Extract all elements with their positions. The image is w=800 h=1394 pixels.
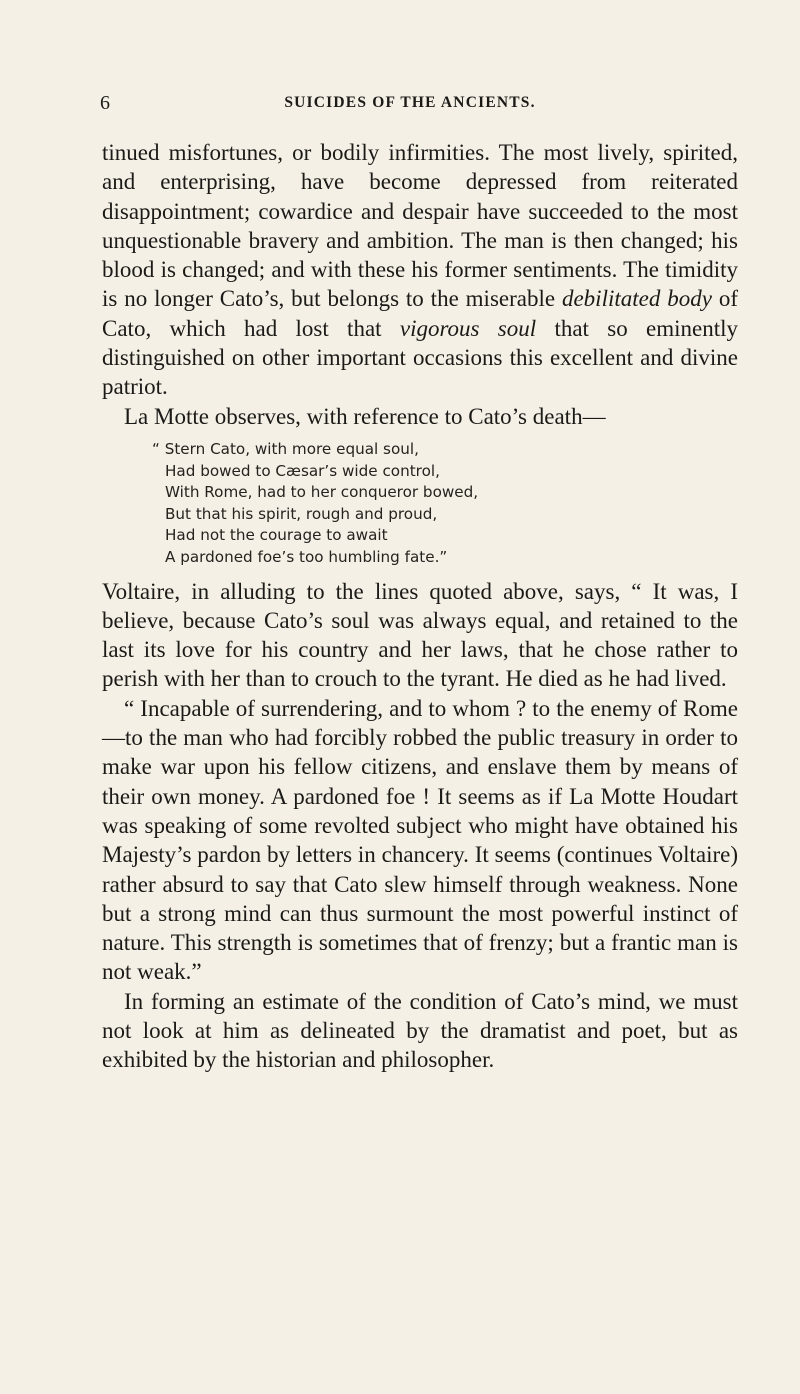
paragraph-estimate: In forming an estimate of the condition of Cato’s mind, we must not look at him as delineated by the dramatist and poet, but as exhibited by the historian and philosopher. xyxy=(102,988,738,1073)
italic-phrase: debilitated body xyxy=(561,286,712,312)
verse-line: With Rome, had to her conqueror bowed, xyxy=(165,483,479,502)
page-header xyxy=(100,92,720,116)
verse-line: Had not the courage to await xyxy=(165,526,388,545)
running-title: SUICIDES OF THE ANCIENTS. xyxy=(284,94,536,111)
paragraph-incapable: “ Incapable of surrendering, and to whom ? to the enemy of Rome—to the man who had forcibly robbed the public treasury in order to make war upon his fellow citizens, and enslave them by means of their own money. A pardoned foe ! It seems as if La Motte Houdart was speaking of some revolted subject who might have obtained his Majesty’s pardon by letters in chancery. It seems (continues Voltaire) rather absurd to say that Cato slew himself through weakness. None but a strong mind can thus surmount the most powerful instinct of nature. This strength is sometimes that of frenzy; but a frantic man is not weak.” xyxy=(102,695,738,985)
verse-line: A pardoned foe’s too humbling fate.” xyxy=(165,547,448,566)
paragraph-text: tinued misfortunes, or bodily infirmities. The most lively, spirited, and enterprising, have become depressed from reiterated disappointment; cowardice and despair have succeeded to the most unquestionable bravery and ambition. The man is then changed; his blood is changed; and with these his former sentiments. The timidity is no longer Cato’s, but belongs to the miserable xyxy=(102,140,738,312)
paragraph-continued xyxy=(102,138,738,402)
paragraph-la-motte: La Motte observes, with reference to Cato’s death— xyxy=(124,403,606,429)
italic-phrase: vigorous soul xyxy=(399,315,537,341)
verse-line: But that his spirit, rough and proud, xyxy=(165,504,438,523)
paragraph-text: that so eminently distinguished on other important occasions this excellent and divine patriot. xyxy=(102,315,738,400)
verse-line: “ Stern Cato, with more equal soul, xyxy=(152,439,419,458)
paragraph-text: of Cato, which had lost that xyxy=(102,286,738,341)
body-text xyxy=(102,138,738,1075)
verse-line: Had bowed to Cæsar’s wide control, xyxy=(165,461,440,480)
verse-quotation xyxy=(102,439,738,569)
page-number: 6 xyxy=(100,92,110,114)
paragraph-voltaire: Voltaire, in alluding to the lines quoted above, says, “ It was, I believe, because Cato’s soul was always equal, and retained to the last its love for his country and her laws, that he chose rather to perish with her than to crouch to the tyrant. He died as he had lived. xyxy=(102,578,738,692)
